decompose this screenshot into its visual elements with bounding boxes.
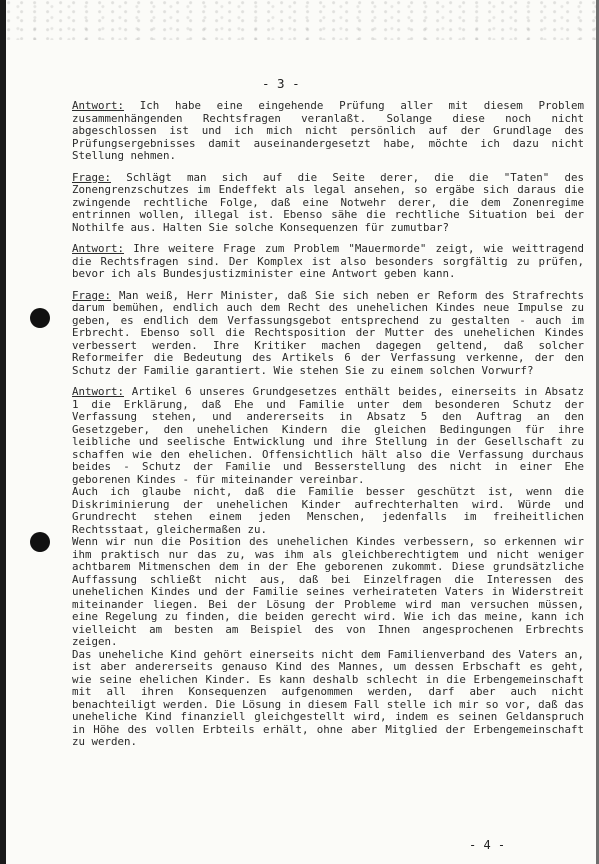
answer-paragraph: [72, 99, 591, 163]
answer-continuation: Auch ich glaube nicht, daß die Familie besser geschützt ist, wenn die Diskriminierung der unehelichen Kinder aufrechterhalten wird. Würde und Grundrecht stehen einem jeden Menschen, jedenfalls im freiheitlichen Rechtsstaat, gleichermaßen zu.: [72, 485, 584, 536]
speaker-label: Frage:: [72, 288, 112, 302]
paragraph-text: Artikel 6 unseres Grundgesetzes enthält beides, einerseits in Absatz 1 die Erklärung, daß Ehe und Familie unter dem besonderen Schutz der Verfassung stehen, und andererseits in Absatz 5 den Auftrag an den Gesetzgeber, den unehelichen Kindern die gleichen Bedingungen für ihre leibliche und seelische Entwicklung und ihre Stellung in der Gesellschaft zu schaffen wie den ehelichen. Offensichtlich hält also die Verfassung durchaus beides - Schutz der Familie und Besserstellung des nicht in einer Ehe geborenen Kindes - für miteinander vereinbar.: [72, 385, 591, 486]
answer-continuation: Das uneheliche Kind gehört einerseits nicht dem Familienverband des Vaters an, ist aber andererseits genauso Kind des Mannes, um dessen Erbschaft es geht, wie seine ehelichen Kinder. Es kann deshalb schlecht in die Erbengemeinschaft mit all ihren Konsequenzen aufgenommen werden, darf aber auch nicht benachteiligt werden. Die Lösung in diesem Fall stelle ich mir so vor, daß das uneheliche Kind finanziell gleichgestellt wird, indem es seinen Geldanspruch in Höhe des vollen Erbteils erhält, ohne aber Mitglied der Erbengemeinschaft zu werden.: [72, 647, 584, 748]
paragraph-text: Schlägt man sich auf die Seite derer, die die "Taten" des Zonengrenzschutzes im Endeffekt als legal ansehen, so ergäbe sich daraus die zwingende rechtliche Folge, daß eine Notwehr derer, die dem Zonenregime entrinnen wollen, illegal ist. Ebenso sähe die rechtliche Situation bei der Nothilfe aus. Halten Sie solche Konsequenzen für zumutbar?: [72, 170, 591, 234]
speaker-label: Antwort:: [72, 385, 125, 398]
punch-hole: [30, 532, 50, 552]
speaker-label: Antwort:: [72, 242, 125, 255]
next-page-marker: - 4 -: [469, 838, 506, 852]
answer-paragraph: [72, 385, 591, 486]
question-paragraph: [72, 288, 591, 378]
paragraph-text: Ihre weitere Frage zum Problem "Mauermorde" zeigt, wie weittragend die Rechtsfragen sind. Der Komplex ist also besonders sorgfältig zu prüfen, bevor ich als Bundesjustizminister eine Antwort geben kann.: [72, 242, 591, 280]
paragraph-text: Ich habe eine eingehende Prüfung aller mit diesem Problem zusammenhängenden Rechtsfragen veranlaßt. Solange diese noch nicht abgeschlossen ist und ich mich nicht persönlich auf der Grundlage des Prüfungsergebnisses damit auseinandergesetzt habe, möchte ich dazu nicht Stellung nehmen.: [72, 99, 591, 162]
paragraph-text: Man weiß, Herr Minister, daß Sie sich neben er Reform des Strafrechts darum bemühen, endlich auch dem Recht des unehelichen Kindes neue Impulse zu geben, es endlich dem Verfassungsgebot entsprechend zu gestalten - auch im Erbrecht. Ebenso soll die Rechtsposition der Mutter des unehelichen Kindes verbessert werden. Ihre Kritiker machen dagegen geltend, daß solcher Reformeifer die Bedeutung des Artikels 6 der Verfassung verkenne, der den Schutz der Familie garantiert. Wie stehen Sie zu einem solchen Vorwurf?: [72, 288, 591, 377]
page-number: - 3 -: [262, 76, 300, 91]
speaker-label: Frage:: [72, 170, 112, 184]
punch-hole: [30, 308, 50, 328]
question-paragraph: [72, 170, 591, 235]
answer-paragraph: [72, 242, 591, 281]
interview-text: [72, 99, 591, 749]
answer-continuation: Wenn wir nun die Position des unehelichen Kindes verbessern, so erkennen wir ihm praktisch nur das zu, was ihm als gleichberechtigtem und nicht weniger achtbarem Mitmenschen dem in der Ehe geborenen zukommt. Diese grundsätzliche Auffassung schließt nicht aus, daß bei Einzelfragen die Interessen des unehelichen Kindes und der Familie seines verheirateten Vaters in Widerstreit miteinander liegen. Bei der Lösung der Probleme wird man versuchen müssen, eine Regelung zu finden, die beiden gerecht wird. Wie ich das meine, kann ich vielleicht am besten am Beispiel des von Ihnen angesprochenen Erbrechts zeigen.: [72, 535, 584, 648]
speaker-label: Antwort:: [72, 99, 125, 112]
scan-noise: [6, 0, 599, 40]
